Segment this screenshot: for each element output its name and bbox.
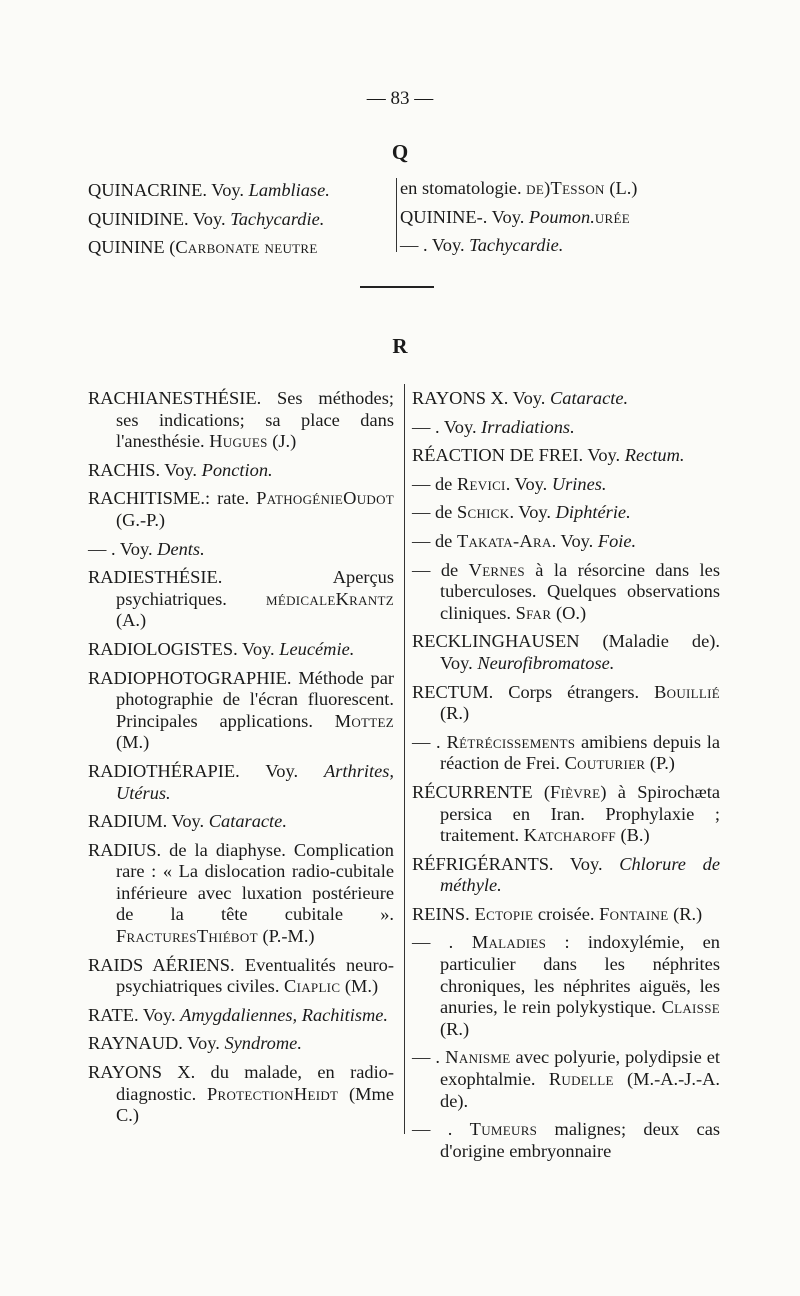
entry-text: Eventualités neuro-psychiatriques civiles. bbox=[116, 954, 394, 997]
entry-sc0: Takata-Ara bbox=[456, 530, 552, 551]
r-left-column bbox=[88, 388, 394, 1134]
entry-sc0: médicale bbox=[266, 588, 336, 609]
r-right-column bbox=[412, 388, 720, 1169]
entry-sc: Oudot bbox=[343, 488, 394, 509]
entry-tail: (R.) bbox=[440, 1018, 470, 1039]
entry-text: du malade, en radio-diagnostic. bbox=[116, 1062, 394, 1104]
entry-text: ( bbox=[164, 237, 176, 258]
entry-head: RAIDS AÉRIENS. bbox=[88, 954, 235, 975]
entry-ref: Arthrites, Utérus. bbox=[116, 760, 394, 803]
entry-dash: — . bbox=[400, 235, 428, 256]
index-entry bbox=[412, 388, 720, 410]
index-entry bbox=[412, 560, 720, 625]
entry-ref: Tachycardie. bbox=[469, 235, 564, 256]
entry-head: RADIESTHÉSIE bbox=[88, 567, 218, 588]
entry-text2: . Voy. bbox=[505, 473, 552, 494]
index-entry bbox=[88, 539, 394, 561]
entry-text: Voy. bbox=[167, 811, 209, 832]
entry-head: RÉFRIGÉRANTS. bbox=[412, 853, 554, 874]
entry-tail: (R.) bbox=[440, 703, 470, 724]
entry-sc: Fontaine bbox=[599, 903, 669, 924]
entry-text2: malignes; deux cas d'origine embryonnaire bbox=[440, 1119, 721, 1161]
entry-text: Voy. bbox=[553, 853, 620, 874]
entry-dash: — . bbox=[412, 1119, 453, 1140]
index-entry bbox=[412, 631, 720, 674]
entry-head: RATE. bbox=[88, 1004, 139, 1025]
entry-sc: Heidt bbox=[293, 1083, 339, 1104]
index-entry bbox=[412, 417, 720, 439]
entry-sc: Sfar bbox=[515, 602, 552, 623]
index-entry bbox=[88, 840, 394, 948]
entry-dash: — . bbox=[412, 1047, 440, 1068]
entry-tail: (M.-A.-J.-A. de). bbox=[440, 1069, 720, 1111]
entry-sc0: Pathogénie bbox=[256, 488, 344, 509]
entry-text2: (L.) bbox=[604, 178, 638, 198]
entry-text2: amibiens depuis la réaction de Frei. bbox=[440, 731, 720, 774]
index-entry bbox=[88, 209, 388, 231]
entry-text2: . Voy. bbox=[551, 530, 598, 551]
entry-sc: urée bbox=[594, 206, 630, 227]
entry-sc0: Schick bbox=[456, 502, 510, 523]
section-rule bbox=[360, 286, 434, 288]
entry-sc: de) bbox=[526, 178, 551, 198]
entry-text: de bbox=[430, 502, 457, 523]
index-entry bbox=[412, 854, 720, 897]
index-entry bbox=[88, 180, 388, 202]
index-entry bbox=[88, 639, 394, 661]
entry-sc: Bouillié bbox=[654, 681, 720, 702]
entry-text: Voy. bbox=[138, 1004, 181, 1025]
entry-ref: Poumon. bbox=[528, 206, 595, 227]
entry-head: RADIOPHOTOGRAPHIE. bbox=[88, 667, 292, 688]
section-letter-r: R bbox=[392, 334, 408, 358]
entry-dash: — . bbox=[88, 538, 116, 559]
entry-ref: Amygdaliennes, Rachitisme. bbox=[180, 1004, 389, 1025]
index-entry bbox=[88, 237, 388, 259]
index-entry bbox=[400, 178, 726, 200]
entry-ref: Irradiations. bbox=[481, 416, 575, 437]
index-entry bbox=[88, 460, 394, 482]
entry-dash: — bbox=[412, 559, 431, 580]
entry-text: Voy. bbox=[188, 208, 231, 229]
index-entry bbox=[412, 1047, 720, 1112]
index-entry bbox=[88, 668, 394, 754]
entry-ref: Cataracte. bbox=[208, 811, 287, 832]
entry-text: de bbox=[430, 530, 457, 551]
entry-ref: Ponction. bbox=[201, 459, 273, 480]
entry-sc0: Fractures bbox=[116, 926, 197, 947]
entry-head: RECKLINGHAUSEN bbox=[412, 631, 580, 652]
entry-ref: Lambliase. bbox=[248, 180, 330, 200]
entry-sc: Rudelle bbox=[548, 1069, 614, 1090]
entry-ref: Urines. bbox=[551, 473, 607, 494]
index-entry bbox=[412, 932, 720, 1040]
entry-head: RAYONS X. bbox=[88, 1062, 196, 1083]
index-entry bbox=[88, 1005, 394, 1027]
entry-text: de bbox=[430, 559, 469, 580]
column-divider-q bbox=[396, 178, 397, 252]
entry-text2: . Voy. bbox=[509, 502, 556, 523]
entry-text: Voy. bbox=[439, 416, 482, 437]
entry-sc2: Tesson bbox=[550, 178, 605, 198]
entry-head: QUININE- bbox=[400, 206, 483, 227]
entry-tail: (Mme C.) bbox=[116, 1083, 394, 1126]
entry-text: Méthode par photographie de l'écran fluorescent. Principales applications. bbox=[116, 667, 394, 731]
entry-text2: : indoxylémie, en particulier dans les néphrites chroniques, les néphrites aiguës, les anuries, le rein polykystique. bbox=[440, 932, 721, 1018]
entry-head: RADIOLOGISTES. bbox=[88, 638, 238, 659]
entry-ref: Leucémie. bbox=[279, 638, 355, 659]
entry-text2: ) à Spirochæta persica en Iran. Prophylaxie ; traitement. bbox=[440, 781, 720, 846]
page-number: — 83 — bbox=[366, 88, 434, 109]
index-entry bbox=[412, 502, 720, 524]
index-entry bbox=[88, 811, 394, 833]
index-entry bbox=[412, 782, 720, 847]
entry-tail: (M.) bbox=[116, 732, 150, 753]
entry-head: RAYONS X. bbox=[412, 388, 509, 408]
entry-tail: (J.) bbox=[267, 431, 297, 452]
section-letter-q: Q bbox=[391, 140, 409, 164]
entry-head: RÉACTION DE FREI. bbox=[412, 445, 584, 466]
entry-text: Voy. bbox=[207, 180, 249, 200]
q-right-column bbox=[400, 178, 726, 264]
entry-tail: (O.) bbox=[551, 602, 587, 623]
entry-tail: (A.) bbox=[116, 610, 147, 631]
index-entry bbox=[88, 567, 394, 632]
index-entry bbox=[412, 682, 720, 725]
entry-head: RADIOTHÉRAPIE. bbox=[88, 760, 240, 781]
entry-text: Voy. bbox=[508, 388, 550, 408]
entry-dash: — bbox=[412, 473, 431, 494]
index-entry bbox=[400, 235, 726, 257]
index-entry bbox=[412, 732, 720, 775]
index-entry bbox=[412, 531, 720, 553]
entry-tail: (P.-M.) bbox=[257, 926, 315, 947]
entry-sc: Ciaplic bbox=[284, 976, 341, 997]
entry-head: RACHITISME. bbox=[88, 488, 205, 509]
entry-text: de la diaphyse. Complication rare : « La dislocation radio-cubitale inférieure avec luxation postérieure de la tête cubitale ». bbox=[116, 839, 394, 925]
entry-sc0: Nanisme bbox=[440, 1047, 511, 1068]
index-entry bbox=[412, 474, 720, 496]
entry-head: RAYNAUD. bbox=[88, 1033, 183, 1054]
entry-text: Voy. bbox=[115, 538, 158, 559]
entry-sc0: Tumeurs bbox=[452, 1119, 538, 1140]
entry-sc0: Rétrécissements bbox=[440, 731, 576, 752]
entry-text: Voy. bbox=[160, 459, 202, 480]
index-entry bbox=[88, 1033, 394, 1055]
entry-dash: — . bbox=[412, 731, 441, 752]
column-divider-r bbox=[404, 384, 405, 1134]
index-entry bbox=[412, 445, 720, 467]
index-entry bbox=[88, 388, 394, 453]
entry-dash: — . bbox=[412, 416, 440, 437]
index-entry bbox=[88, 955, 394, 998]
entry-ref: Diphtérie. bbox=[555, 502, 631, 523]
entry-text: de bbox=[430, 473, 457, 494]
index-entry bbox=[88, 1062, 394, 1127]
entry-sc: Thiébot bbox=[196, 926, 258, 947]
entry-sc: Claisse bbox=[661, 997, 720, 1018]
entry-text: Voy. bbox=[583, 445, 625, 466]
entry-text: Voy. bbox=[239, 760, 324, 781]
entry-head: RECTUM. bbox=[412, 681, 494, 702]
entry-tail: (M.) bbox=[340, 976, 379, 997]
entry-head: RACHIANESTHÉSIE. bbox=[88, 388, 262, 408]
index-entry bbox=[400, 207, 726, 229]
entry-sc: Couturier bbox=[564, 753, 646, 774]
entry-tail: (R.) bbox=[668, 903, 703, 924]
entry-tail: (P.) bbox=[645, 753, 675, 774]
entry-ref: Neurofibromatose. bbox=[477, 652, 615, 673]
entry-text: en stomatologie. bbox=[400, 178, 527, 198]
entry-head: RACHIS. bbox=[88, 459, 161, 480]
index-entry bbox=[412, 904, 720, 926]
entry-sc: Mottez bbox=[334, 710, 394, 731]
entry-text2: avec polyurie, polydipsie et exophtalmie. bbox=[440, 1047, 721, 1090]
entry-ref: Syndrome. bbox=[224, 1033, 302, 1054]
entry-sc0: Fièvre bbox=[550, 781, 601, 802]
entry-head: QUINIDINE. bbox=[88, 208, 189, 229]
entry-sc: Carbonate neutre bbox=[175, 237, 318, 258]
entry-dash: — bbox=[412, 530, 431, 551]
entry-ref: Dents. bbox=[157, 538, 205, 559]
entry-text2: croisée. bbox=[533, 903, 600, 924]
entry-head: RADIUM. bbox=[88, 811, 168, 832]
entry-text: ( bbox=[532, 781, 551, 802]
entry-text: . Voy. bbox=[482, 206, 529, 227]
entry-text: . Aperçus psychiatriques. bbox=[116, 567, 394, 609]
entry-head: RÉCURRENTE bbox=[412, 781, 533, 802]
entry-ref: Cataracte. bbox=[550, 388, 629, 408]
entry-sc0: Protection bbox=[206, 1083, 294, 1104]
entry-sc0: Vernes bbox=[468, 559, 525, 580]
entry-tail: (B.) bbox=[615, 825, 650, 846]
entry-dash: — bbox=[412, 502, 431, 523]
entry-ref: Rectum. bbox=[624, 445, 685, 466]
entry-head: RADIUS. bbox=[88, 839, 162, 860]
entry-sc0: Maladies bbox=[453, 932, 547, 953]
entry-sc: Hugues bbox=[209, 431, 268, 452]
entry-sc: Katcharoff bbox=[523, 825, 616, 846]
entry-head: QUININE bbox=[88, 237, 165, 258]
entry-sc: Krantz bbox=[335, 588, 394, 609]
entry-text: : rate. bbox=[205, 488, 257, 509]
entry-text: Corps étrangers. bbox=[493, 681, 655, 702]
index-entry bbox=[88, 761, 394, 804]
entry-text: Voy. bbox=[182, 1033, 225, 1054]
entry-head: QUINACRINE. bbox=[88, 180, 208, 200]
entry-sc0: Revici bbox=[456, 473, 506, 494]
entry-text2: à la résorcine dans les tuberculoses. Quelques observations cliniques. bbox=[440, 559, 720, 623]
q-left-column bbox=[88, 180, 388, 266]
entry-tail: (G.-P.) bbox=[116, 509, 166, 530]
index-entry bbox=[412, 1119, 720, 1162]
entry-text: Voy. bbox=[237, 638, 280, 659]
entry-text: (Maladie de). Voy. bbox=[440, 631, 720, 673]
index-entry bbox=[88, 488, 394, 531]
entry-ref: Chlorure de méthyle. bbox=[440, 853, 720, 896]
entry-ref: Foie. bbox=[597, 530, 637, 551]
entry-dash: — . bbox=[412, 932, 454, 953]
entry-sc0: Ectopie bbox=[469, 903, 534, 924]
entry-text: Ses méthodes; ses indications; sa place dans l'anesthésie. bbox=[116, 388, 394, 452]
entry-ref: Tachycardie. bbox=[230, 208, 325, 229]
entry-text: Voy. bbox=[427, 235, 470, 256]
entry-head: REINS. bbox=[412, 903, 470, 924]
